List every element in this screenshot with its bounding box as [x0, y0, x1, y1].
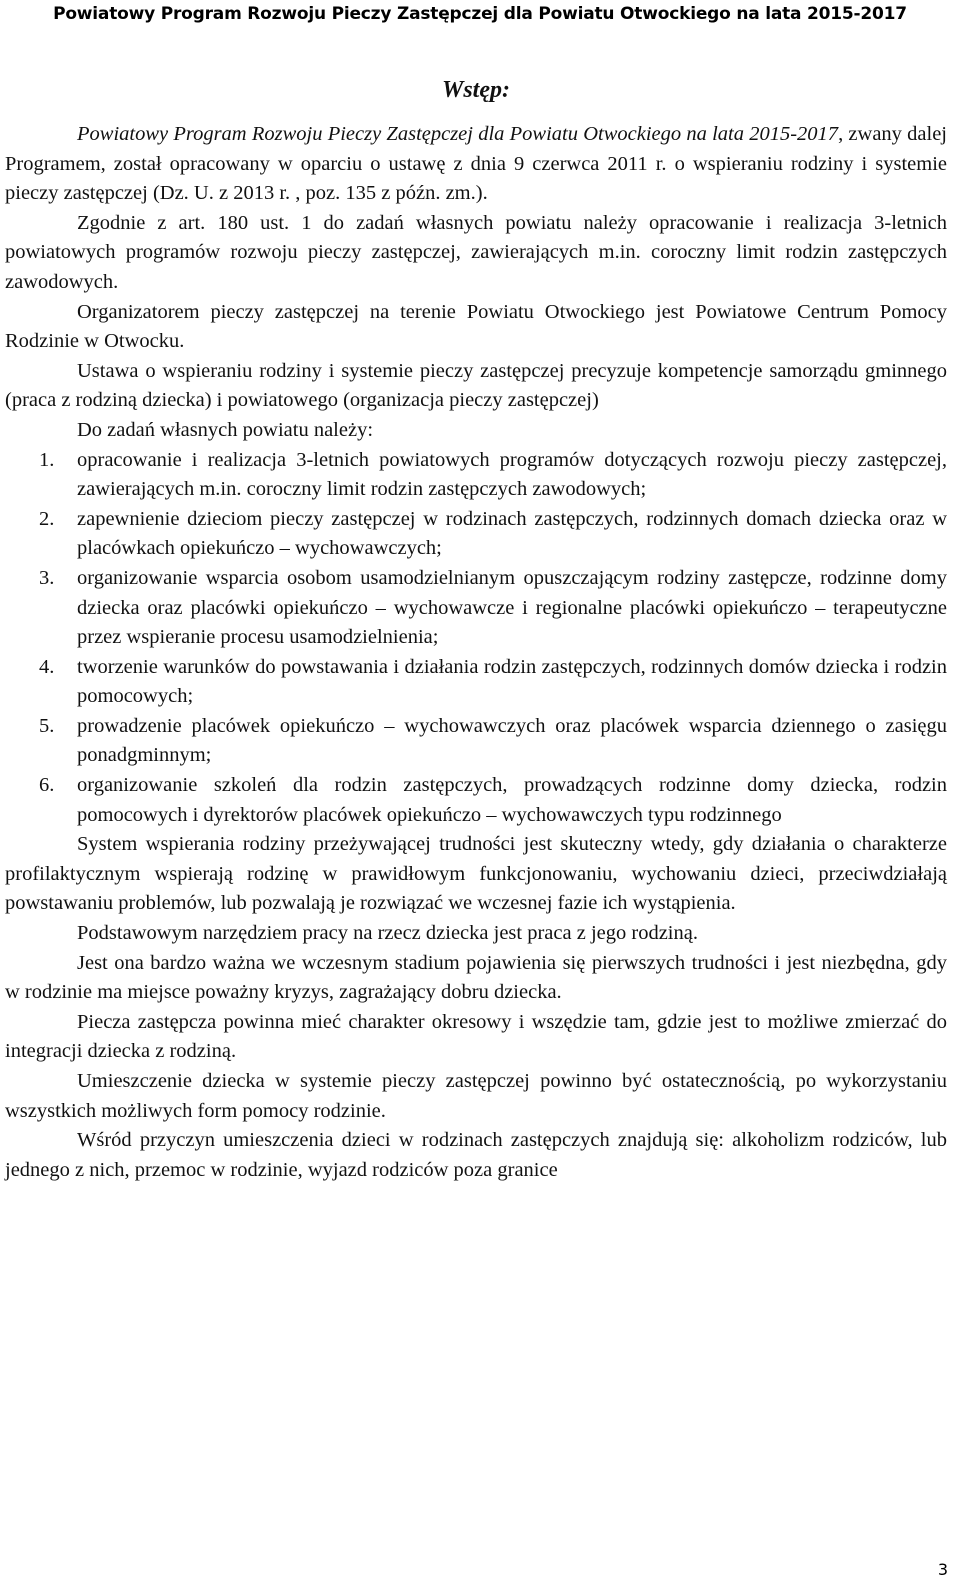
- list-item-number: 6.: [39, 774, 55, 797]
- section-heading: Wstęp:: [442, 77, 510, 103]
- paragraph: Piecza zastępcza powinna mieć charakter okresowy i wszędzie tam, gdzie jest to możliwe zmierzać do integracji dziecka z rodziną.: [5, 1010, 947, 1063]
- paragraph: Wśród przyczyn umieszczenia dzieci w rodzinach zastępczych znajdują się: alkoholizm rodziców, lub jednego z nich, przemoc w rodzinie, wyjazd rodziców poza granice: [5, 1129, 947, 1181]
- list-item: [5, 771, 947, 830]
- program-name: Powiatowy Program Rozwoju Pieczy Zastępczej dla Powiatu Otwockiego na lata 2015-2017: [77, 123, 839, 145]
- list-item-text: organizowanie wsparcia osobom usamodzielnianym opuszczającym rodziny zastępcze, rodzinne domy dziecka oraz placówki opiekuńczo – wychowawcze i regionalne placówki opiekuńczo – terapeutyczne przez wspieranie procesu usamodzielnienia;: [77, 566, 947, 649]
- list-item: [5, 446, 947, 505]
- intro-paragraph: [5, 120, 947, 209]
- list-item-text: zapewnienie dzieciom pieczy zastępczej w rodzinach zastępczych, rodzinnych domach dziecka oraz w placówkach opiekuńczo – wychowawczych;: [77, 507, 947, 560]
- list-item: [5, 712, 947, 771]
- document-body: [5, 70, 947, 1185]
- list-item-number: 5.: [39, 714, 55, 737]
- paragraph: Jest ona bardzo ważna we wczesnym stadium pojawienia się pierwszych trudności i jest niezbędna, gdy w rodzinie ma miejsce poważny kryzys, zagrażający dobru dziecka.: [5, 951, 947, 1004]
- intro-rest: , zwany dalej Programem, został opracowany w oparciu o ustawę z dnia 9 czerwca 2011 r. o wspieraniu rodziny i systemie pieczy zastępczej (Dz. U. z 2013 r. , poz. 135 z późn. zm.).: [5, 123, 947, 205]
- paragraph: Podstawowym narzędziem pracy na rzecz dziecka jest praca z jego rodziną.: [77, 922, 698, 945]
- list-item-text: tworzenie warunków do powstawania i działania rodzin zastępczych, rodzinnych domów dziecka i rodzin pomocowych;: [77, 655, 947, 708]
- paragraph: Organizatorem pieczy zastępczej na terenie Powiatu Otwockiego jest Powiatowe Centrum Pomocy Rodzinie w Otwocku.: [5, 300, 947, 353]
- page-header: Powiatowy Program Rozwoju Pieczy Zastępczej dla Powiatu Otwockiego na lata 2015-2017: [53, 4, 907, 24]
- list-item-number: 3.: [39, 566, 55, 589]
- list-item: [5, 564, 947, 653]
- list-item-text: opracowanie i realizacja 3-letnich powiatowych programów dotyczących rozwoju pieczy zastępczej, zawierających m.in. coroczny limit rodzin zastępczych zawodowych;: [77, 448, 947, 501]
- list-item: [5, 505, 947, 564]
- tasks-list: [5, 446, 947, 831]
- list-item: [5, 653, 947, 712]
- paragraph: Ustawa o wspieraniu rodziny i systemie pieczy zastępczej precyzuje kompetencje samorządu gminnego (praca z rodziną dziecka) i powiatowego (organizacja pieczy zastępczej): [5, 359, 947, 412]
- list-item-text: prowadzenie placówek opiekuńczo – wychowawczych oraz placówek wsparcia dziennego o zasięgu ponadgminnym;: [77, 714, 947, 767]
- paragraph: Zgodnie z art. 180 ust. 1 do zadań własnych powiatu należy opracowanie i realizacja 3-letnich powiatowych programów rozwoju pieczy zastępczej, zawierających m.in. coroczny limit rodzin zastępczych zawodowych.: [5, 211, 947, 293]
- paragraph: System wspierania rodziny przeżywającej trudności jest skuteczny wtedy, gdy działania o charakterze profilaktycznym wspierają rodzinę w prawidłowym funkcjonowaniu, wychowaniu dzieci, przeciwdziałają powstawaniu problemów, lub pozwalają je rozwiązać we wczesnej fazie ich wystąpienia.: [5, 833, 947, 915]
- list-item-number: 2.: [39, 507, 55, 530]
- list-item-text: organizowanie szkoleń dla rodzin zastępczych, prowadzących rodzinne domy dziecka, rodzin pomocowych i dyrektorów placówek opiekuńczo – wychowawczych typu rodzinnego: [77, 774, 947, 826]
- list-intro: Do zadań własnych powiatu należy:: [77, 418, 374, 441]
- list-item-number: 1.: [39, 448, 55, 471]
- paragraph: Umieszczenie dziecka w systemie pieczy zastępczej powinno być ostatecznością, po wykorzystaniu wszystkich możliwych form pomocy rodzinie.: [5, 1070, 947, 1122]
- list-item-number: 4.: [39, 655, 55, 678]
- page-number: 3: [937, 1560, 948, 1579]
